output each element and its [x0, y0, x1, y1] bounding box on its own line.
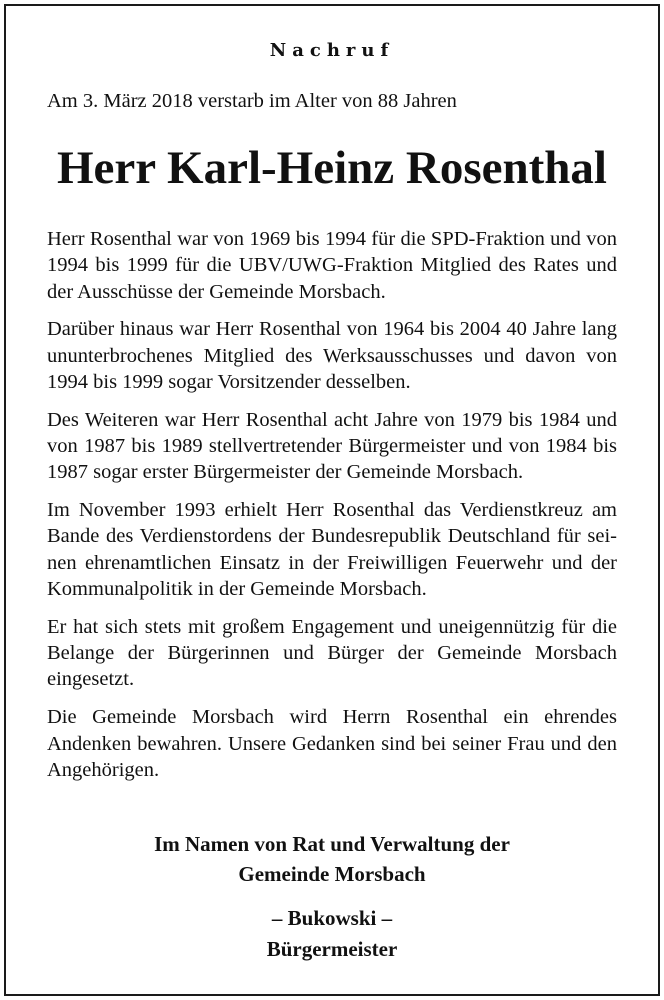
signature-municipality: Gemeinde Morsbach [238, 862, 426, 886]
notice-heading: Nachruf [269, 40, 395, 61]
paragraph-council-membership: Herr Rosenthal war von 1969 bis 1994 für die SPD-Fraktion und von 1994 bis 1999 für die UBV/UWG-Fraktion Mitglied des Rates und der Ausschüsse der Gemeinde Morsbach. [47, 228, 617, 303]
paragraph-engagement: Er hat sich stets mit großem Engagement und uneigennützig für die Belange der Bürgerinnen und Bürger der Gemeinde Morsbach eingesetzt. [47, 615, 617, 691]
signature-role: Bürgermeister [266, 937, 398, 961]
paragraph-mayor-terms: Des Weiteren war Herr Rosenthal acht Jahre von 1979 bis 1984 und von 1987 bis 1989 stellvertretender Bürgermeister und von 1984 bis 1987 sogar erster Bürgermeister der Gemeinde Morsbach. [47, 408, 617, 484]
obituary-body [47, 226, 617, 795]
paragraph-condolences: Die Gemeinde Morsbach wird Herrn Rosenthal ein ehrendes Andenken bewahren. Unsere Gedanken sind bei seiner Frau und den Angehörigen. [47, 706, 617, 781]
deceased-name: Herr Karl-Heinz Rosenthal [57, 142, 607, 194]
death-announcement: Am 3. März 2018 verstarb im Alter von 88 Jahren [47, 90, 457, 112]
paragraph-federal-cross: Im November 1993 erhielt Herr Rosenthal das Verdienstkreuz am Bande des Verdienstordens der Bundesrepublik Deutschland für seinen ehrenamtlichen Einsatz in der Freiwilligen Feuerwehr und der Kommunalpolitik in der Gemeinde Morsbach. [47, 499, 617, 601]
signature-name: – Bukowski – [271, 906, 393, 930]
paragraph-works-committee: Darüber hinaus war Herr Rosenthal von 1964 bis 2004 40 Jahre lang ununterbrochenes Mitglied des Werksausschusses und davon von 1994 bis 1999 sogar Vorsitzender desselben. [47, 318, 617, 393]
signature-council-line: Im Namen von Rat und Verwaltung der [154, 832, 510, 856]
